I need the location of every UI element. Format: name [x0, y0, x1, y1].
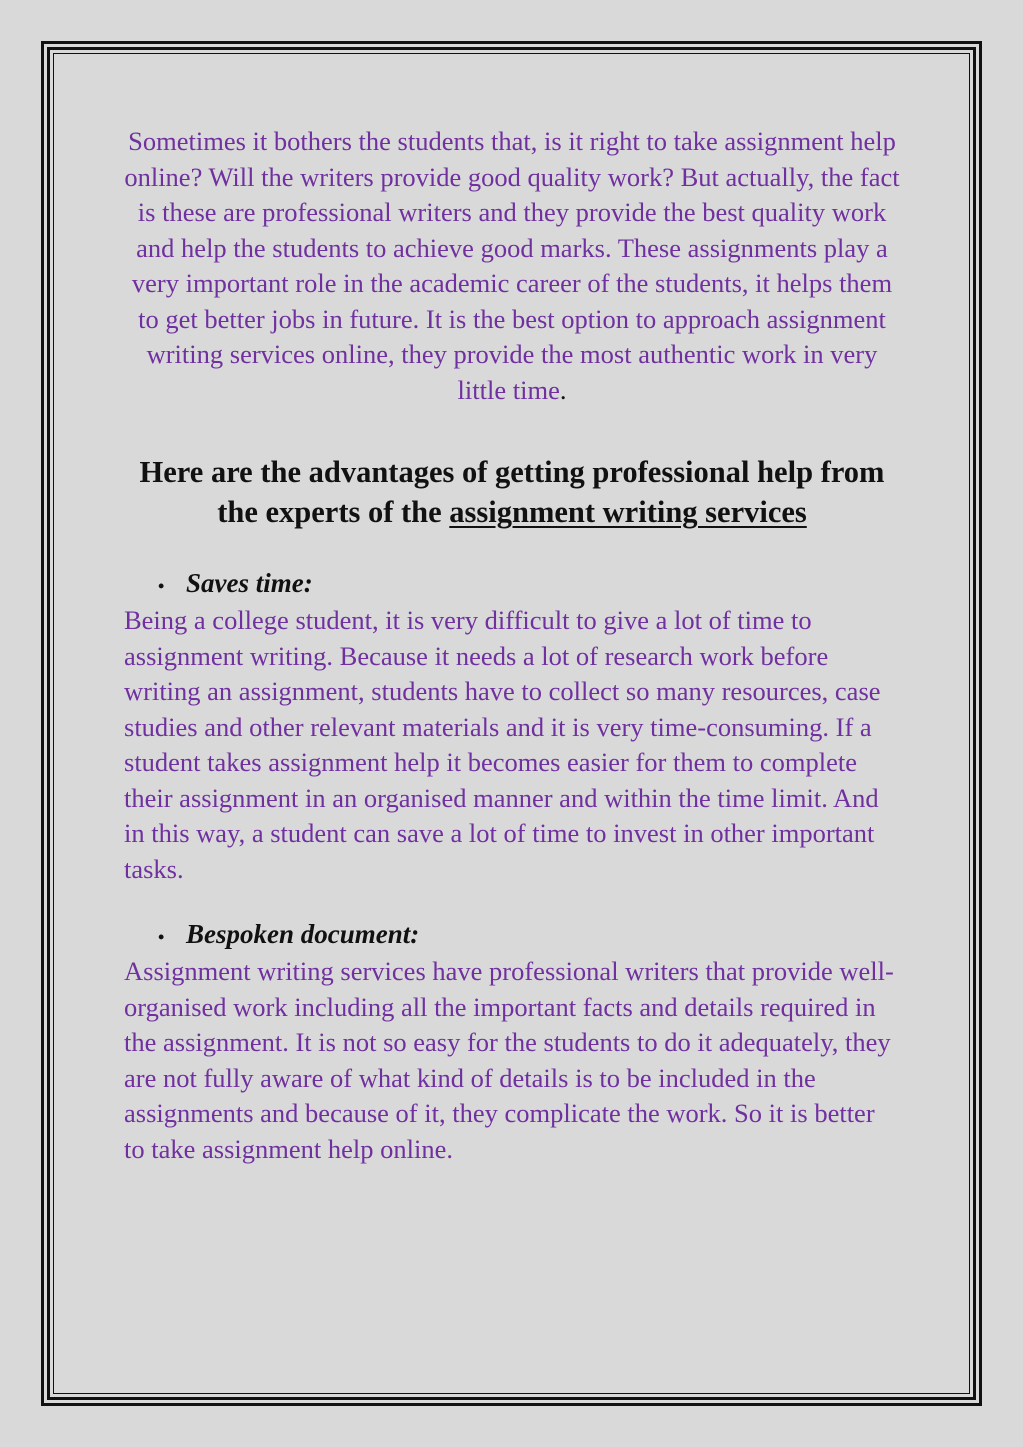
advantages-heading	[124, 452, 900, 532]
section-title: Saves time:	[186, 568, 313, 598]
heading-text: Here are the advantages of getting professional help from the experts of the	[139, 455, 885, 529]
bullet-title	[124, 566, 900, 603]
bullet-title	[124, 917, 900, 954]
bullet-icon: •	[158, 576, 165, 596]
assignment-writing-services-link[interactable]: assignment writing services	[449, 495, 807, 529]
intro-text: Sometimes it bothers the students that, is it right to take assignment help online? Will the writers provide good quality work? But actually, the fact is these are professional writers and they provide the best quality work and help the students to achieve good marks. These assignments play a very important role in the academic career of the students, it helps them to get better jobs in future. It is the best option to approach assignment writing services online, they provide the most authentic work in very little time	[124, 126, 900, 405]
bullet-icon: •	[158, 927, 165, 947]
section-body: Assignment writing services have professional writers that provide well-organised work including all the important facts and details required in the assignment. It is not so easy for the students to do it adequately, they are not fully aware of what kind of details is to be included in the assignments and because of it, they complicate the work. So it is better to take assignment help online.	[124, 956, 894, 1164]
intro-paragraph	[124, 124, 900, 408]
section-body: Being a college student, it is very difficult to give a lot of time to assignment writing. Because it needs a lot of research work before writing an assignment, students have to collect so many resources, case studies and other relevant materials and it is very time-consuming. If a student takes assignment help it becomes easier for them to complete their assignment in an organised manner and within the time limit. And in this way, a student can save a lot of time to invest in other important tasks.	[124, 605, 881, 884]
section-title: Bespoken document:	[186, 919, 420, 949]
intro-period: .	[559, 374, 567, 405]
document-content	[124, 124, 900, 1167]
section-bespoken-document	[124, 917, 900, 1167]
section-saves-time	[124, 566, 900, 887]
